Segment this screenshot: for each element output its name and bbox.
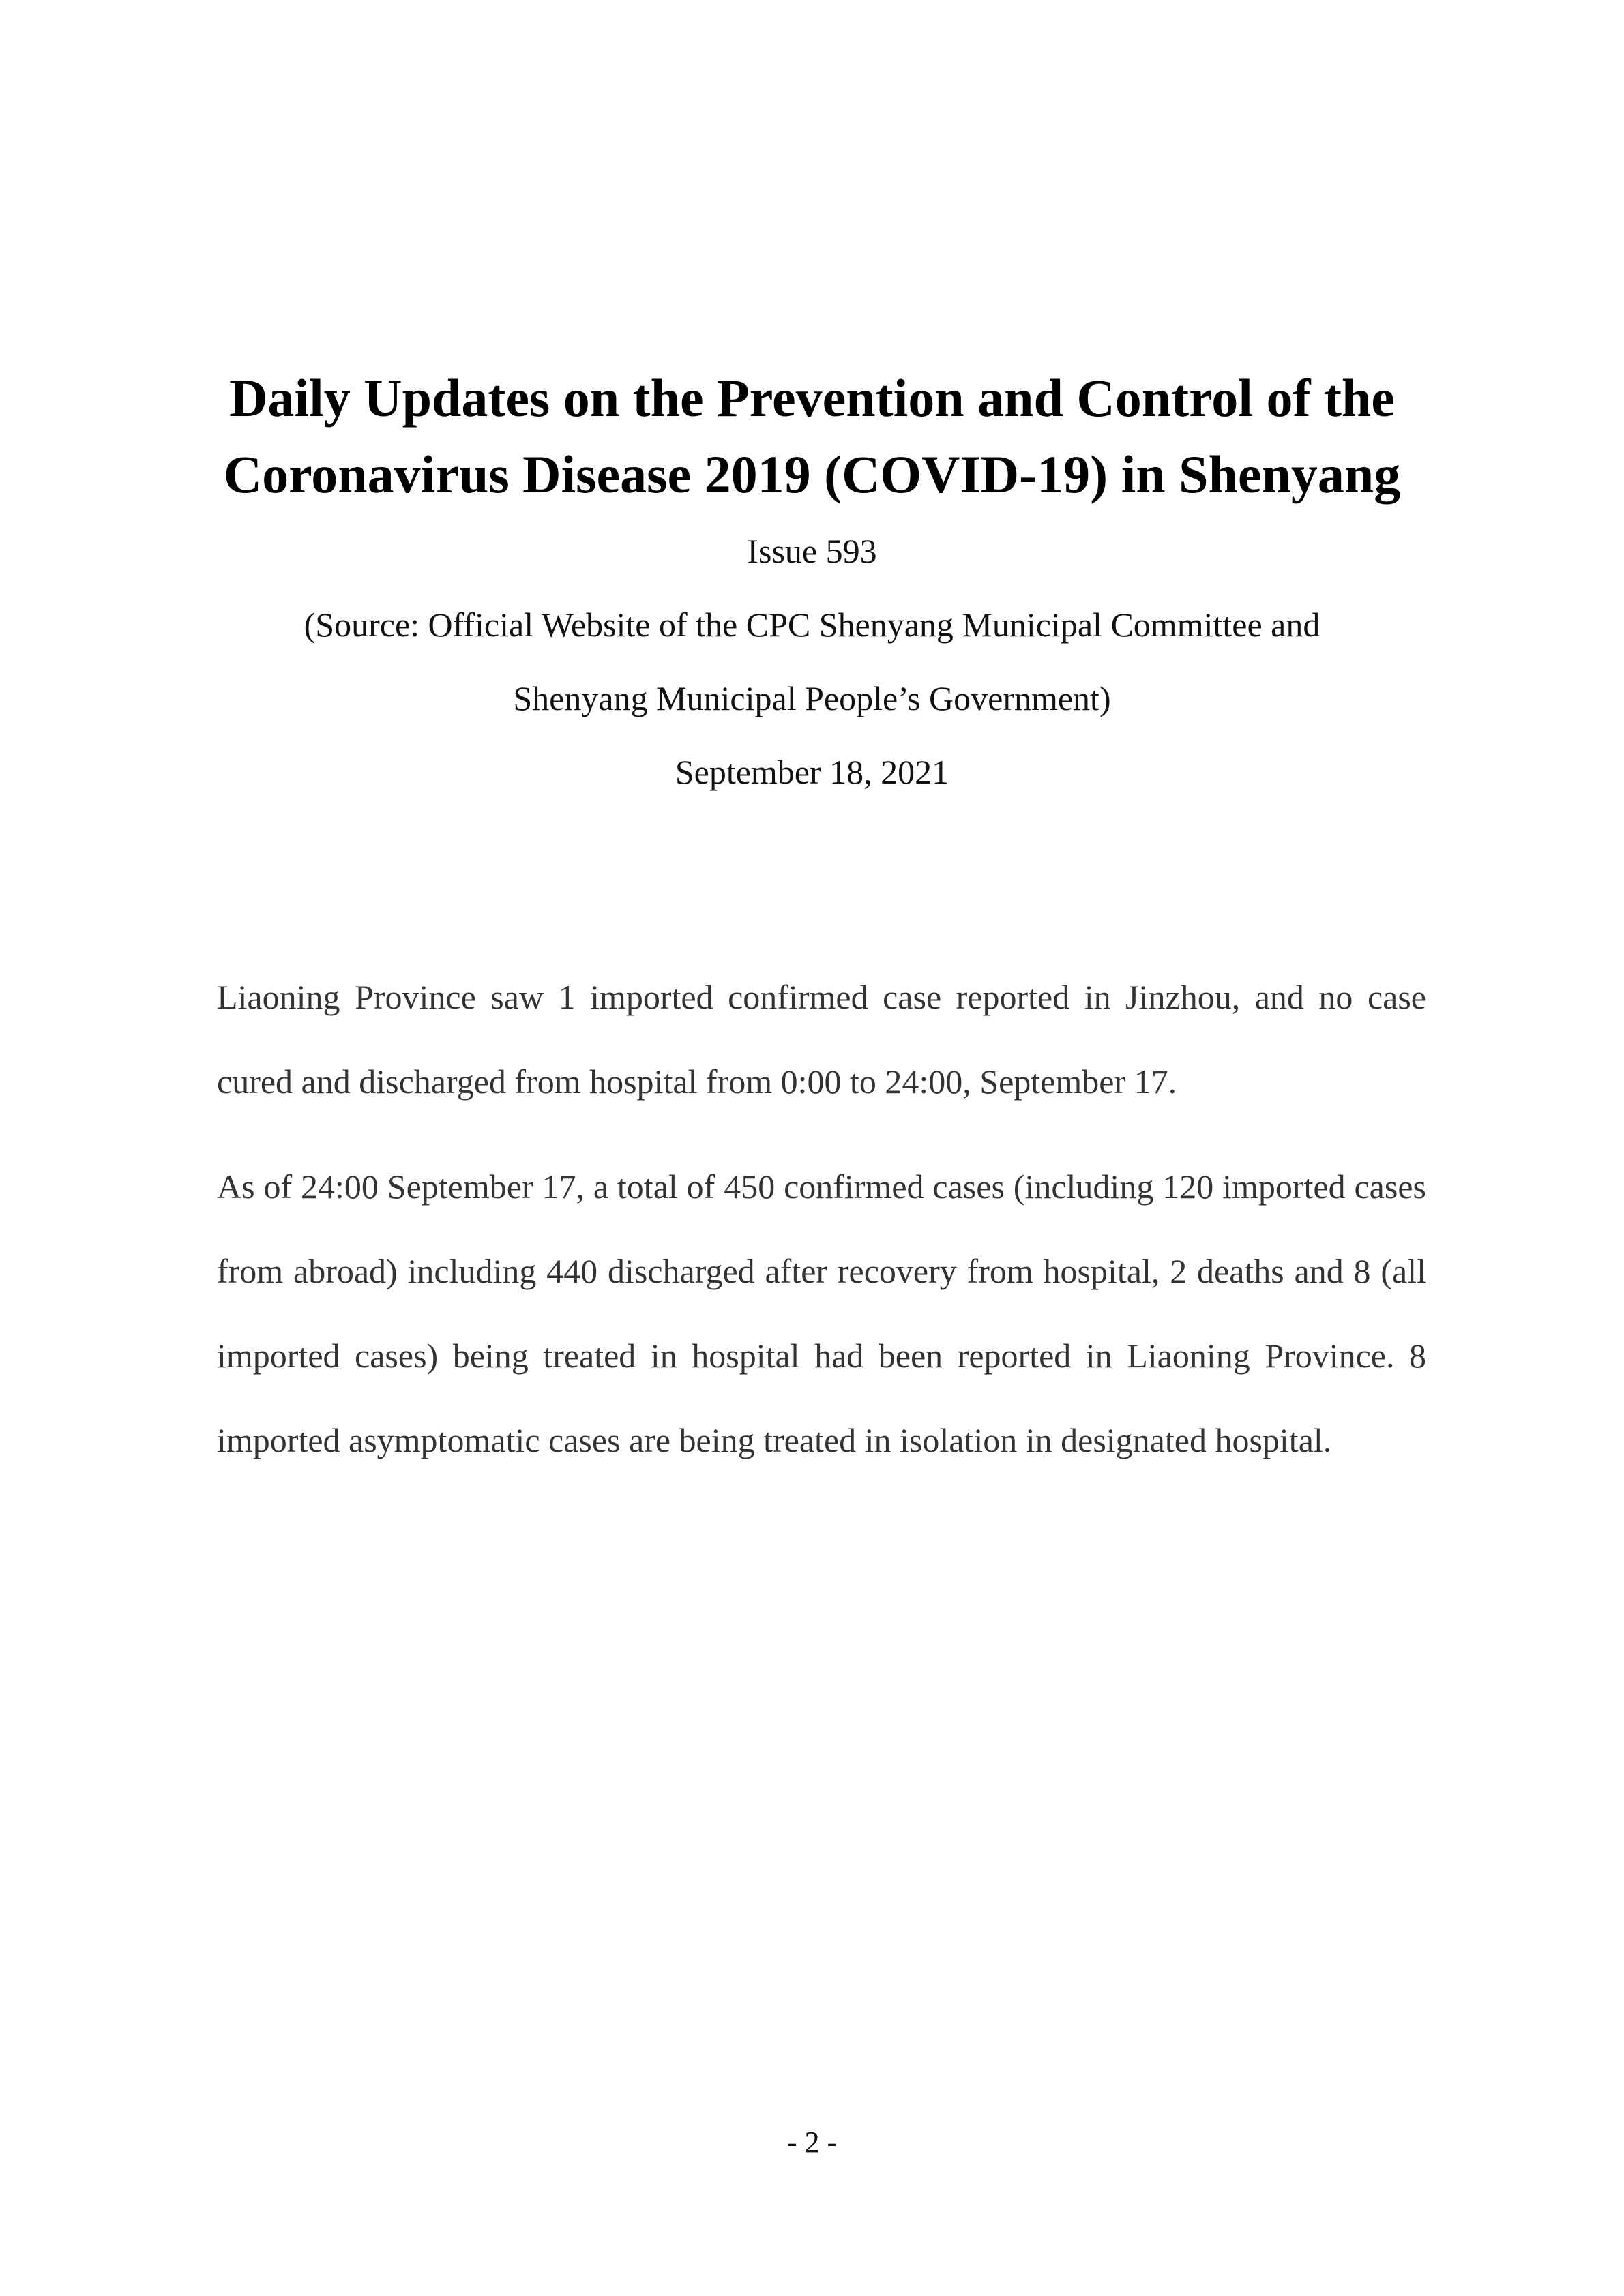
document-body — [217, 955, 1426, 1482]
issue-number: Issue 593 — [747, 532, 877, 570]
source-line-1: (Source: Official Website of the CPC Shenyang Municipal Committee and — [304, 606, 1320, 644]
page-number: - 2 - — [786, 2126, 838, 2159]
body-paragraph-1: Liaoning Province saw 1 imported confirmed case reported in Jinzhou, and no case cured and discharged from hospital from 0:00 to 24:00, September 17. — [217, 978, 1426, 1101]
source-line-2: Shenyang Municipal People’s Government) — [513, 679, 1111, 717]
publication-date: September 18, 2021 — [675, 753, 949, 791]
document-title: Daily Updates on the Prevention and Control of the Coronavirus Disease 2019 (COVID-19) in Shenyang — [223, 368, 1401, 504]
document-header — [205, 360, 1419, 809]
body-paragraph-2: As of 24:00 September 17, a total of 450 confirmed cases (including 120 imported cases from abroad) including 440 discharged after recovery from hospital, 2 deaths and 8 (all imported cases) being treated in hospital had been reported in Liaoning Province. 8 imported asymptomatic cases are being treated in isolation in designated hospital. — [217, 1167, 1426, 1459]
